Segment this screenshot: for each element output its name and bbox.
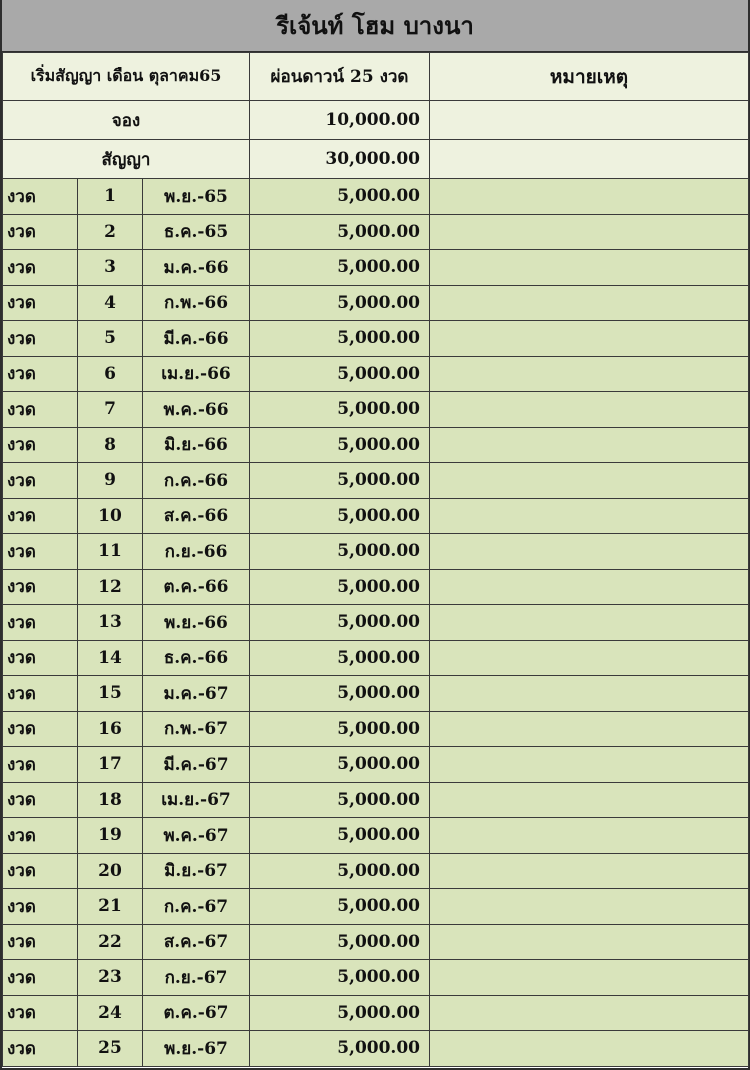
installment-row <box>3 534 749 570</box>
installment-remark-cell[interactable] <box>430 960 749 996</box>
installment-label: งวด <box>3 463 78 499</box>
contract-row <box>3 140 749 179</box>
installment-number: 10 <box>78 498 143 534</box>
installment-remark-cell[interactable] <box>430 356 749 392</box>
installment-remark-cell[interactable] <box>430 640 749 676</box>
installment-row <box>3 853 749 889</box>
installment-remark-cell[interactable] <box>430 1031 749 1067</box>
installment-label: งวด <box>3 534 78 570</box>
installment-row <box>3 640 749 676</box>
installment-remark-cell[interactable] <box>430 889 749 925</box>
installment-month: พ.ย.-67 <box>143 1031 250 1067</box>
installment-label: งวด <box>3 214 78 250</box>
booking-row <box>3 101 749 140</box>
installment-month: ธ.ค.-66 <box>143 640 250 676</box>
installment-row <box>3 924 749 960</box>
installment-number: 2 <box>78 214 143 250</box>
installment-amount: 5,000.00 <box>250 356 430 392</box>
header-row <box>3 53 749 101</box>
installment-label: งวด <box>3 1031 78 1067</box>
installment-month: ก.พ.-66 <box>143 285 250 321</box>
installment-label: งวด <box>3 853 78 889</box>
installment-number: 25 <box>78 1031 143 1067</box>
installment-number: 18 <box>78 782 143 818</box>
installment-remark-cell[interactable] <box>430 605 749 641</box>
installment-amount: 5,000.00 <box>250 179 430 215</box>
installment-row <box>3 747 749 783</box>
installment-amount: 5,000.00 <box>250 640 430 676</box>
installment-label: งวด <box>3 640 78 676</box>
installment-month: ต.ค.-66 <box>143 569 250 605</box>
installment-number: 17 <box>78 747 143 783</box>
installment-remark-cell[interactable] <box>430 179 749 215</box>
installment-month: ก.ค.-66 <box>143 463 250 499</box>
installment-amount: 5,000.00 <box>250 250 430 286</box>
installment-row <box>3 1031 749 1067</box>
installment-amount: 5,000.00 <box>250 427 430 463</box>
installment-label: งวด <box>3 676 78 712</box>
installment-remark-cell[interactable] <box>430 498 749 534</box>
installment-label: งวด <box>3 569 78 605</box>
installment-amount: 5,000.00 <box>250 285 430 321</box>
installment-month: ม.ค.-67 <box>143 676 250 712</box>
installment-amount: 5,000.00 <box>250 818 430 854</box>
installment-amount: 5,000.00 <box>250 392 430 428</box>
contract-label: สัญญา <box>3 140 250 179</box>
installment-row <box>3 995 749 1031</box>
installment-month: พ.ย.-66 <box>143 605 250 641</box>
installment-month: มิ.ย.-66 <box>143 427 250 463</box>
installment-remark-cell[interactable] <box>430 214 749 250</box>
installment-amount: 5,000.00 <box>250 960 430 996</box>
installment-number: 11 <box>78 534 143 570</box>
installment-month: มิ.ย.-67 <box>143 853 250 889</box>
installment-amount: 5,000.00 <box>250 1031 430 1067</box>
installment-remark-cell[interactable] <box>430 250 749 286</box>
installment-label: งวด <box>3 356 78 392</box>
installment-number: 7 <box>78 392 143 428</box>
installment-number: 16 <box>78 711 143 747</box>
installment-remark-cell[interactable] <box>430 782 749 818</box>
installment-row <box>3 676 749 712</box>
installment-row <box>3 782 749 818</box>
installment-label: งวด <box>3 995 78 1031</box>
installment-remark-cell[interactable] <box>430 569 749 605</box>
installment-month: ก.ค.-67 <box>143 889 250 925</box>
installment-row <box>3 605 749 641</box>
sheet-title: รีเจ้นท์ โฮม บางนา <box>2 0 748 52</box>
remarks-header: หมายเหตุ <box>430 53 749 101</box>
installment-number: 19 <box>78 818 143 854</box>
installment-month: เม.ย.-67 <box>143 782 250 818</box>
installment-month: ต.ค.-67 <box>143 995 250 1031</box>
installment-number: 3 <box>78 250 143 286</box>
installment-month: ธ.ค.-65 <box>143 214 250 250</box>
installment-month: มี.ค.-66 <box>143 321 250 357</box>
contract-amount: 30,000.00 <box>250 140 430 179</box>
installment-number: 9 <box>78 463 143 499</box>
installment-row <box>3 498 749 534</box>
installment-remark-cell[interactable] <box>430 534 749 570</box>
installment-label: งวด <box>3 392 78 428</box>
installment-remark-cell[interactable] <box>430 818 749 854</box>
installment-row <box>3 711 749 747</box>
installment-label: งวด <box>3 782 78 818</box>
installment-amount: 5,000.00 <box>250 782 430 818</box>
installment-number: 1 <box>78 179 143 215</box>
installment-amount: 5,000.00 <box>250 889 430 925</box>
installment-remark-cell[interactable] <box>430 427 749 463</box>
installment-month: เม.ย.-66 <box>143 356 250 392</box>
down-payment-header: ผ่อนดาวน์ 25 งวด <box>250 53 430 101</box>
installment-remark-cell[interactable] <box>430 747 749 783</box>
installment-row <box>3 463 749 499</box>
installment-number: 22 <box>78 924 143 960</box>
installment-number: 12 <box>78 569 143 605</box>
installment-month: ก.พ.-67 <box>143 711 250 747</box>
installment-remark-cell[interactable] <box>430 321 749 357</box>
installment-number: 8 <box>78 427 143 463</box>
payment-table <box>2 52 749 1067</box>
installment-remark-cell[interactable] <box>430 463 749 499</box>
installment-month: พ.ค.-66 <box>143 392 250 428</box>
installment-row <box>3 889 749 925</box>
installment-month: ก.ย.-67 <box>143 960 250 996</box>
installment-label: งวด <box>3 179 78 215</box>
installment-number: 15 <box>78 676 143 712</box>
installment-row <box>3 214 749 250</box>
installment-number: 23 <box>78 960 143 996</box>
installment-amount: 5,000.00 <box>250 747 430 783</box>
installment-month: ก.ย.-66 <box>143 534 250 570</box>
installment-label: งวด <box>3 321 78 357</box>
installment-remark-cell[interactable] <box>430 676 749 712</box>
installment-number: 5 <box>78 321 143 357</box>
installment-remark-cell[interactable] <box>430 853 749 889</box>
installment-number: 14 <box>78 640 143 676</box>
installment-label: งวด <box>3 605 78 641</box>
installment-number: 4 <box>78 285 143 321</box>
installment-month: พ.ค.-67 <box>143 818 250 854</box>
installment-remark-cell[interactable] <box>430 285 749 321</box>
booking-remark-cell[interactable] <box>430 101 749 140</box>
installment-number: 13 <box>78 605 143 641</box>
installment-amount: 5,000.00 <box>250 605 430 641</box>
installment-label: งวด <box>3 818 78 854</box>
installment-amount: 5,000.00 <box>250 676 430 712</box>
installment-label: งวด <box>3 960 78 996</box>
installment-amount: 5,000.00 <box>250 711 430 747</box>
installment-label: งวด <box>3 427 78 463</box>
installment-row <box>3 427 749 463</box>
installment-row <box>3 569 749 605</box>
installment-label: งวด <box>3 889 78 925</box>
installment-number: 20 <box>78 853 143 889</box>
installment-remark-cell[interactable] <box>430 711 749 747</box>
installment-row <box>3 250 749 286</box>
installment-amount: 5,000.00 <box>250 321 430 357</box>
installment-amount: 5,000.00 <box>250 924 430 960</box>
installment-row <box>3 392 749 428</box>
installment-number: 21 <box>78 889 143 925</box>
installment-label: งวด <box>3 711 78 747</box>
installment-amount: 5,000.00 <box>250 498 430 534</box>
installment-row <box>3 960 749 996</box>
booking-label: จอง <box>3 101 250 140</box>
installment-label: งวด <box>3 285 78 321</box>
installment-row <box>3 179 749 215</box>
installment-amount: 5,000.00 <box>250 995 430 1031</box>
installment-month: ส.ค.-67 <box>143 924 250 960</box>
installment-amount: 5,000.00 <box>250 534 430 570</box>
installment-remark-cell[interactable] <box>430 392 749 428</box>
installment-label: งวด <box>3 498 78 534</box>
installment-month: ส.ค.-66 <box>143 498 250 534</box>
installment-amount: 5,000.00 <box>250 463 430 499</box>
installment-amount: 5,000.00 <box>250 853 430 889</box>
booking-amount: 10,000.00 <box>250 101 430 140</box>
installment-row <box>3 321 749 357</box>
installment-amount: 5,000.00 <box>250 569 430 605</box>
installment-number: 24 <box>78 995 143 1031</box>
installment-label: งวด <box>3 747 78 783</box>
installment-remark-cell[interactable] <box>430 924 749 960</box>
installment-month: พ.ย.-65 <box>143 179 250 215</box>
installment-row <box>3 818 749 854</box>
installment-remark-cell[interactable] <box>430 995 749 1031</box>
installment-number: 6 <box>78 356 143 392</box>
installment-month: ม.ค.-66 <box>143 250 250 286</box>
installment-row <box>3 285 749 321</box>
contract-start-header: เริ่มสัญญา เดือน ตุลาคม65 <box>3 53 250 101</box>
contract-remark-cell[interactable] <box>430 140 749 179</box>
installment-label: งวด <box>3 924 78 960</box>
installment-row <box>3 356 749 392</box>
installment-amount: 5,000.00 <box>250 214 430 250</box>
installment-month: มี.ค.-67 <box>143 747 250 783</box>
installment-label: งวด <box>3 250 78 286</box>
